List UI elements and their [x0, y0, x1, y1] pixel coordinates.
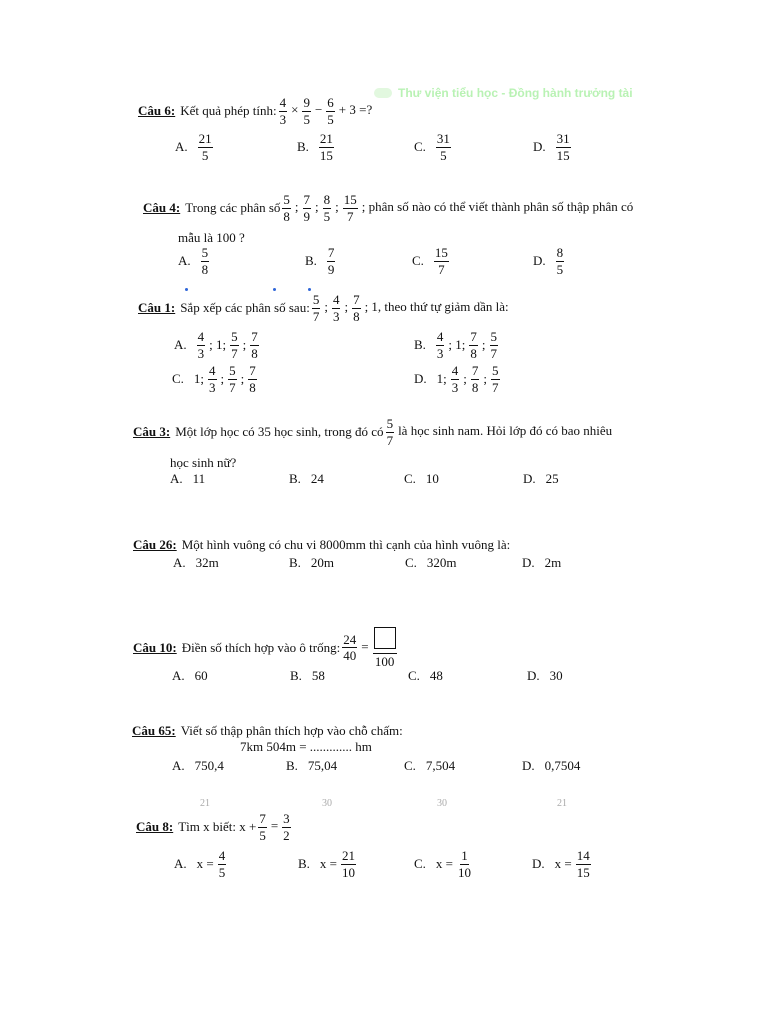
- question-text: Kết quả phép tính:: [180, 103, 277, 119]
- fraction: [490, 330, 499, 360]
- math-text: ;: [240, 371, 245, 387]
- denominator: 7: [229, 379, 236, 395]
- option-value: [325, 246, 338, 276]
- numerator: 21: [198, 131, 212, 146]
- fraction: [197, 330, 206, 360]
- math-text: ×: [291, 102, 299, 118]
- denominator: 40: [343, 648, 357, 664]
- denominator: 10: [342, 864, 356, 880]
- question-label: Câu 26:: [133, 537, 177, 552]
- option-value: [199, 246, 212, 276]
- numerator: 9: [303, 95, 310, 110]
- fraction: [312, 293, 321, 323]
- fraction: [457, 849, 472, 879]
- option-a[interactable]: [174, 849, 228, 879]
- math-text: =: [270, 818, 279, 834]
- option-a[interactable]: [175, 132, 215, 162]
- math-text: x =: [196, 856, 214, 872]
- watermark-text: Thư viện tiểu học - Đồng hành trưởng tài: [398, 86, 633, 100]
- math-text: x =: [435, 856, 454, 872]
- option-d[interactable]: [414, 364, 502, 394]
- numerator: 5: [312, 292, 320, 307]
- question-text-continued: học sinh nữ?: [170, 455, 237, 470]
- option-letter: C.: [408, 668, 420, 683]
- denominator: 5: [303, 111, 310, 127]
- math-text: 320m: [426, 555, 457, 570]
- fraction: [323, 193, 332, 223]
- option-d[interactable]: [522, 555, 563, 571]
- numerator: 8: [323, 192, 331, 207]
- option-value: [432, 246, 451, 276]
- question-3: [133, 417, 614, 447]
- option-letter: A.: [178, 253, 191, 269]
- option-letter: D.: [532, 856, 545, 872]
- option-b[interactable]: [289, 555, 336, 571]
- fraction: [303, 193, 312, 223]
- denominator: 7: [490, 345, 498, 361]
- option-d[interactable]: [533, 132, 573, 162]
- denominator: 5: [218, 864, 226, 880]
- numerator: 15: [434, 245, 448, 260]
- numerator: 14: [576, 848, 590, 863]
- option-a[interactable]: [172, 668, 210, 684]
- math-text: ;: [294, 199, 299, 215]
- math-text: ; 1;: [448, 337, 466, 353]
- denominator: 7: [386, 432, 394, 448]
- numerator: 5: [386, 416, 394, 431]
- option-b[interactable]: [298, 849, 358, 879]
- option-d[interactable]: [532, 849, 593, 879]
- numerator: 15: [343, 192, 357, 207]
- numerator: 21: [319, 131, 333, 146]
- option-letter: C.: [404, 758, 416, 773]
- option-c[interactable]: [408, 668, 445, 684]
- numerator: 3: [283, 811, 290, 826]
- option-b[interactable]: [414, 330, 500, 360]
- numerator: 5: [231, 329, 238, 344]
- option-value: [428, 668, 445, 684]
- numerator: 5: [490, 329, 498, 344]
- option-letter: A.: [174, 337, 187, 353]
- denominator: 7: [438, 261, 445, 277]
- option-letter: B.: [286, 758, 298, 773]
- option-value: [543, 758, 583, 774]
- question-text: Sắp xếp các phân số sau:: [180, 300, 310, 316]
- option-letter: A.: [175, 139, 188, 155]
- scan-dot-icon: [273, 288, 276, 291]
- denominator: 8: [470, 345, 477, 361]
- option-value: [309, 555, 336, 571]
- option-value: [434, 330, 500, 360]
- empty-box-icon: [373, 627, 397, 654]
- math-text: ;: [344, 299, 349, 315]
- fraction: [556, 246, 565, 276]
- denominator: 15: [576, 864, 590, 880]
- math-expression: [310, 293, 511, 323]
- option-letter: C.: [414, 856, 426, 872]
- option-letter: C.: [414, 139, 426, 155]
- math-text: 20m: [310, 555, 335, 570]
- fraction: [576, 849, 591, 879]
- denominator: 3: [436, 345, 444, 361]
- denominator: 8: [353, 308, 360, 324]
- math-text: 750,4: [194, 758, 224, 773]
- option-value: [553, 849, 593, 879]
- numerator: 31: [556, 131, 570, 146]
- question-text: Điền số thích hợp vào ô trống:: [181, 639, 341, 655]
- numerator: 31: [436, 131, 450, 146]
- question-text: Một hình vuông có chu vi 8000mm thì cạnh của hình vuông là:: [181, 537, 511, 552]
- numerator: 7: [259, 811, 266, 826]
- option-letter: A.: [172, 758, 185, 773]
- math-text: 24: [310, 471, 324, 486]
- option-b[interactable]: [297, 132, 336, 162]
- option-b[interactable]: [286, 758, 339, 774]
- option-b[interactable]: [290, 668, 327, 684]
- denominator: 5: [201, 147, 209, 163]
- math-text: ;: [483, 371, 488, 387]
- numerator: 21: [342, 848, 356, 863]
- numerator: 7: [303, 192, 311, 207]
- option-value: [435, 364, 502, 394]
- math-text: ; phân số nào có thể viết thành phân số thập phân có: [361, 199, 634, 215]
- math-text: x =: [554, 856, 572, 872]
- denominator: 9: [327, 261, 335, 277]
- fraction: [230, 330, 239, 360]
- question-text: Một lớp học có 35 học sinh, trong đó có: [175, 424, 384, 440]
- question-label: Câu 10:: [133, 639, 177, 655]
- math-text: −: [314, 102, 323, 118]
- math-text: là học sinh nam. Hỏi lớp đó có bao nhiêu: [398, 423, 613, 439]
- denominator: 7: [312, 308, 320, 324]
- option-value: [424, 758, 457, 774]
- option-c[interactable]: [404, 471, 441, 487]
- question-8: [136, 812, 293, 842]
- option-d[interactable]: [527, 668, 565, 684]
- numerator: 4: [197, 329, 205, 344]
- question-6: [138, 96, 374, 126]
- option-letter: B.: [305, 253, 317, 269]
- math-text: 0,7504: [544, 758, 581, 773]
- denominator: 15: [556, 147, 570, 163]
- fraction: [258, 812, 267, 842]
- fraction: [201, 246, 210, 276]
- math-text: 60: [194, 668, 208, 683]
- fraction: [342, 633, 357, 663]
- fraction: [250, 330, 259, 360]
- math-text: ;: [242, 337, 247, 353]
- math-text: 32m: [195, 555, 219, 570]
- option-value: [544, 471, 561, 487]
- numerator: 24: [343, 631, 357, 647]
- question-1: [138, 293, 511, 323]
- option-value: [554, 246, 567, 276]
- option-letter: D.: [533, 253, 546, 269]
- option-a[interactable]: [174, 330, 261, 360]
- math-text: ;: [220, 371, 225, 387]
- fill-in-line: 7km 504m = ............. hm: [240, 739, 372, 754]
- denominator: 5: [556, 261, 564, 277]
- fraction: [319, 132, 334, 162]
- math-text: 30: [549, 668, 563, 683]
- option-letter: C.: [412, 253, 424, 269]
- fraction: [302, 96, 311, 126]
- fraction: [282, 812, 291, 842]
- numerator: 7: [251, 329, 258, 344]
- option-d[interactable]: [522, 758, 582, 774]
- math-text: ;: [315, 199, 319, 215]
- option-letter: B.: [414, 337, 426, 353]
- option-c[interactable]: [412, 246, 451, 276]
- denominator: 3: [197, 345, 205, 361]
- option-value: [543, 555, 564, 571]
- scan-dot-icon: [308, 288, 311, 291]
- fraction: [208, 364, 217, 394]
- fraction: [373, 627, 397, 668]
- fraction: [451, 364, 460, 394]
- option-letter: B.: [298, 856, 310, 872]
- denominator: 3: [279, 111, 287, 127]
- numerator: 5: [283, 192, 290, 207]
- numerator: 7: [470, 329, 477, 344]
- option-letter: C.: [172, 371, 184, 387]
- math-text: 7,504: [425, 758, 456, 773]
- question-label: Câu 65:: [132, 723, 176, 738]
- option-letter: B.: [289, 555, 301, 570]
- math-expression: [256, 812, 292, 842]
- question-10: [133, 627, 399, 668]
- denominator: 8: [283, 208, 290, 224]
- option-value: [548, 668, 565, 684]
- numerator: 6: [327, 95, 334, 110]
- faint-number: 30: [322, 798, 332, 809]
- denominator: 100: [374, 653, 395, 669]
- faint-number: 30: [437, 798, 447, 809]
- fraction: [491, 364, 500, 394]
- question-label: Câu 1:: [138, 300, 176, 316]
- option-letter: D.: [522, 555, 535, 570]
- question-26: [133, 537, 510, 553]
- option-value: [434, 849, 474, 879]
- option-c[interactable]: [414, 132, 453, 162]
- denominator: 7: [492, 379, 499, 395]
- numerator: 7: [471, 363, 479, 378]
- numerator: 1: [461, 848, 468, 863]
- numerator: 7: [249, 363, 256, 378]
- option-value: [424, 471, 441, 487]
- option-letter: B.: [289, 471, 301, 486]
- faint-number: 21: [557, 798, 567, 809]
- fraction: [332, 293, 341, 323]
- question-text-continued: mẫu là 100 ?: [178, 230, 245, 245]
- scan-dot-icon: [185, 288, 188, 291]
- option-value: [318, 849, 358, 879]
- fraction: [556, 132, 571, 162]
- option-value: [310, 668, 327, 684]
- fraction: [471, 364, 480, 394]
- denominator: 8: [249, 379, 256, 395]
- numerator: 4: [332, 292, 340, 307]
- fraction: [327, 246, 336, 276]
- denominator: 3: [332, 308, 340, 324]
- denominator: 5: [440, 147, 447, 163]
- fraction: [352, 293, 361, 323]
- option-value: [193, 758, 226, 774]
- math-text: ; 1, theo thứ tự giảm dần là:: [364, 299, 509, 315]
- denominator: 5: [259, 827, 266, 843]
- denominator: 5: [327, 111, 334, 127]
- option-value: [191, 471, 208, 487]
- math-text: 1;: [193, 371, 205, 387]
- option-value: [195, 330, 261, 360]
- numerator: 7: [353, 292, 360, 307]
- fraction: [228, 364, 237, 394]
- fraction: [436, 132, 451, 162]
- math-text: ; 1;: [209, 337, 227, 353]
- math-text: 11: [192, 471, 206, 486]
- math-text: ;: [463, 371, 467, 387]
- question-label: Câu 6:: [138, 103, 176, 119]
- math-expression: [277, 96, 375, 126]
- math-text: 48: [429, 668, 443, 683]
- math-text: 2m: [544, 555, 562, 570]
- denominator: 7: [347, 208, 354, 224]
- fraction: [282, 193, 291, 223]
- option-d[interactable]: [533, 246, 566, 276]
- numerator: 8: [556, 245, 564, 260]
- option-letter: B.: [297, 139, 309, 155]
- option-value: [192, 364, 259, 394]
- math-text: ;: [324, 299, 328, 315]
- numerator: 5: [492, 363, 499, 378]
- option-value: [193, 668, 210, 684]
- fraction: [436, 330, 445, 360]
- math-expression: [384, 417, 615, 447]
- answer-box[interactable]: [374, 627, 396, 649]
- option-value: [306, 758, 339, 774]
- option-c[interactable]: [172, 364, 259, 394]
- option-c[interactable]: [405, 555, 459, 571]
- denominator: 7: [231, 345, 238, 361]
- option-a[interactable]: [178, 246, 211, 276]
- option-letter: B.: [290, 668, 302, 683]
- denominator: 9: [303, 208, 311, 224]
- math-text: 10: [425, 471, 439, 486]
- question-text: Tìm x biết: x +: [178, 819, 257, 835]
- math-text: 25: [545, 471, 559, 486]
- option-a[interactable]: [172, 758, 226, 774]
- option-value: [195, 849, 229, 879]
- question-text: Viết số thập phân thích hợp vào chỗ chấm:: [180, 723, 403, 738]
- math-text: ;: [481, 337, 486, 353]
- option-b[interactable]: [305, 246, 337, 276]
- option-letter: D.: [522, 758, 535, 773]
- numerator: 4: [436, 329, 444, 344]
- option-letter: A.: [173, 555, 186, 570]
- math-text: 1;: [436, 371, 447, 387]
- denominator: 5: [323, 208, 331, 224]
- question-label: Câu 8:: [136, 819, 174, 835]
- fraction: [218, 849, 227, 879]
- fraction: [469, 330, 478, 360]
- faint-number: 21: [200, 798, 210, 809]
- denominator: 3: [209, 379, 216, 395]
- option-c[interactable]: [404, 758, 457, 774]
- denominator: 8: [251, 345, 258, 361]
- option-b[interactable]: [289, 471, 326, 487]
- option-letter: C.: [405, 555, 417, 570]
- fraction: [341, 849, 356, 879]
- fraction: [343, 193, 358, 223]
- option-letter: D.: [533, 139, 546, 155]
- numerator: 4: [451, 363, 459, 378]
- option-c[interactable]: [414, 849, 474, 879]
- fraction: [326, 96, 335, 126]
- question-4: [143, 193, 635, 223]
- option-a[interactable]: [173, 555, 221, 571]
- denominator: 2: [283, 827, 290, 843]
- question-label: Câu 4:: [143, 200, 181, 216]
- math-text: x =: [319, 856, 338, 872]
- numerator: 5: [201, 245, 209, 260]
- option-d[interactable]: [523, 471, 561, 487]
- option-value: [434, 132, 453, 162]
- option-letter: A.: [172, 668, 185, 683]
- denominator: 3: [451, 379, 459, 395]
- option-letter: D.: [527, 668, 540, 683]
- denominator: 8: [471, 379, 479, 395]
- question-label: Câu 3:: [133, 424, 171, 440]
- denominator: 8: [201, 261, 209, 277]
- math-text: ;: [335, 199, 339, 215]
- numerator: 4: [209, 363, 216, 378]
- fraction: [248, 364, 257, 394]
- option-a[interactable]: [170, 471, 207, 487]
- fraction: [434, 246, 449, 276]
- numerator: 5: [229, 363, 236, 378]
- numerator: 4: [279, 95, 287, 110]
- math-text: + 3 =?: [338, 102, 373, 118]
- watermark-logo-icon: [374, 88, 392, 98]
- denominator: 15: [319, 147, 333, 163]
- option-letter: A.: [170, 471, 183, 486]
- option-value: [317, 132, 336, 162]
- option-letter: D.: [414, 371, 427, 387]
- option-value: [554, 132, 573, 162]
- numerator: 7: [327, 245, 335, 260]
- option-value: [425, 555, 459, 571]
- denominator: 10: [458, 864, 472, 880]
- math-text: 75,04: [307, 758, 338, 773]
- numerator: 4: [218, 848, 226, 863]
- option-value: [196, 132, 215, 162]
- fraction: [198, 132, 213, 162]
- option-value: [309, 471, 326, 487]
- option-value: [194, 555, 221, 571]
- option-letter: D.: [523, 471, 536, 486]
- fraction: [386, 417, 395, 447]
- math-expression: [280, 193, 635, 223]
- question-text: Trong các phân số: [185, 200, 281, 216]
- question-65: [132, 723, 403, 739]
- math-text: 58: [311, 668, 325, 683]
- math-text: =: [361, 638, 369, 654]
- option-letter: A.: [174, 856, 187, 872]
- math-expression: [340, 627, 398, 668]
- fraction: [279, 96, 288, 126]
- option-letter: C.: [404, 471, 416, 486]
